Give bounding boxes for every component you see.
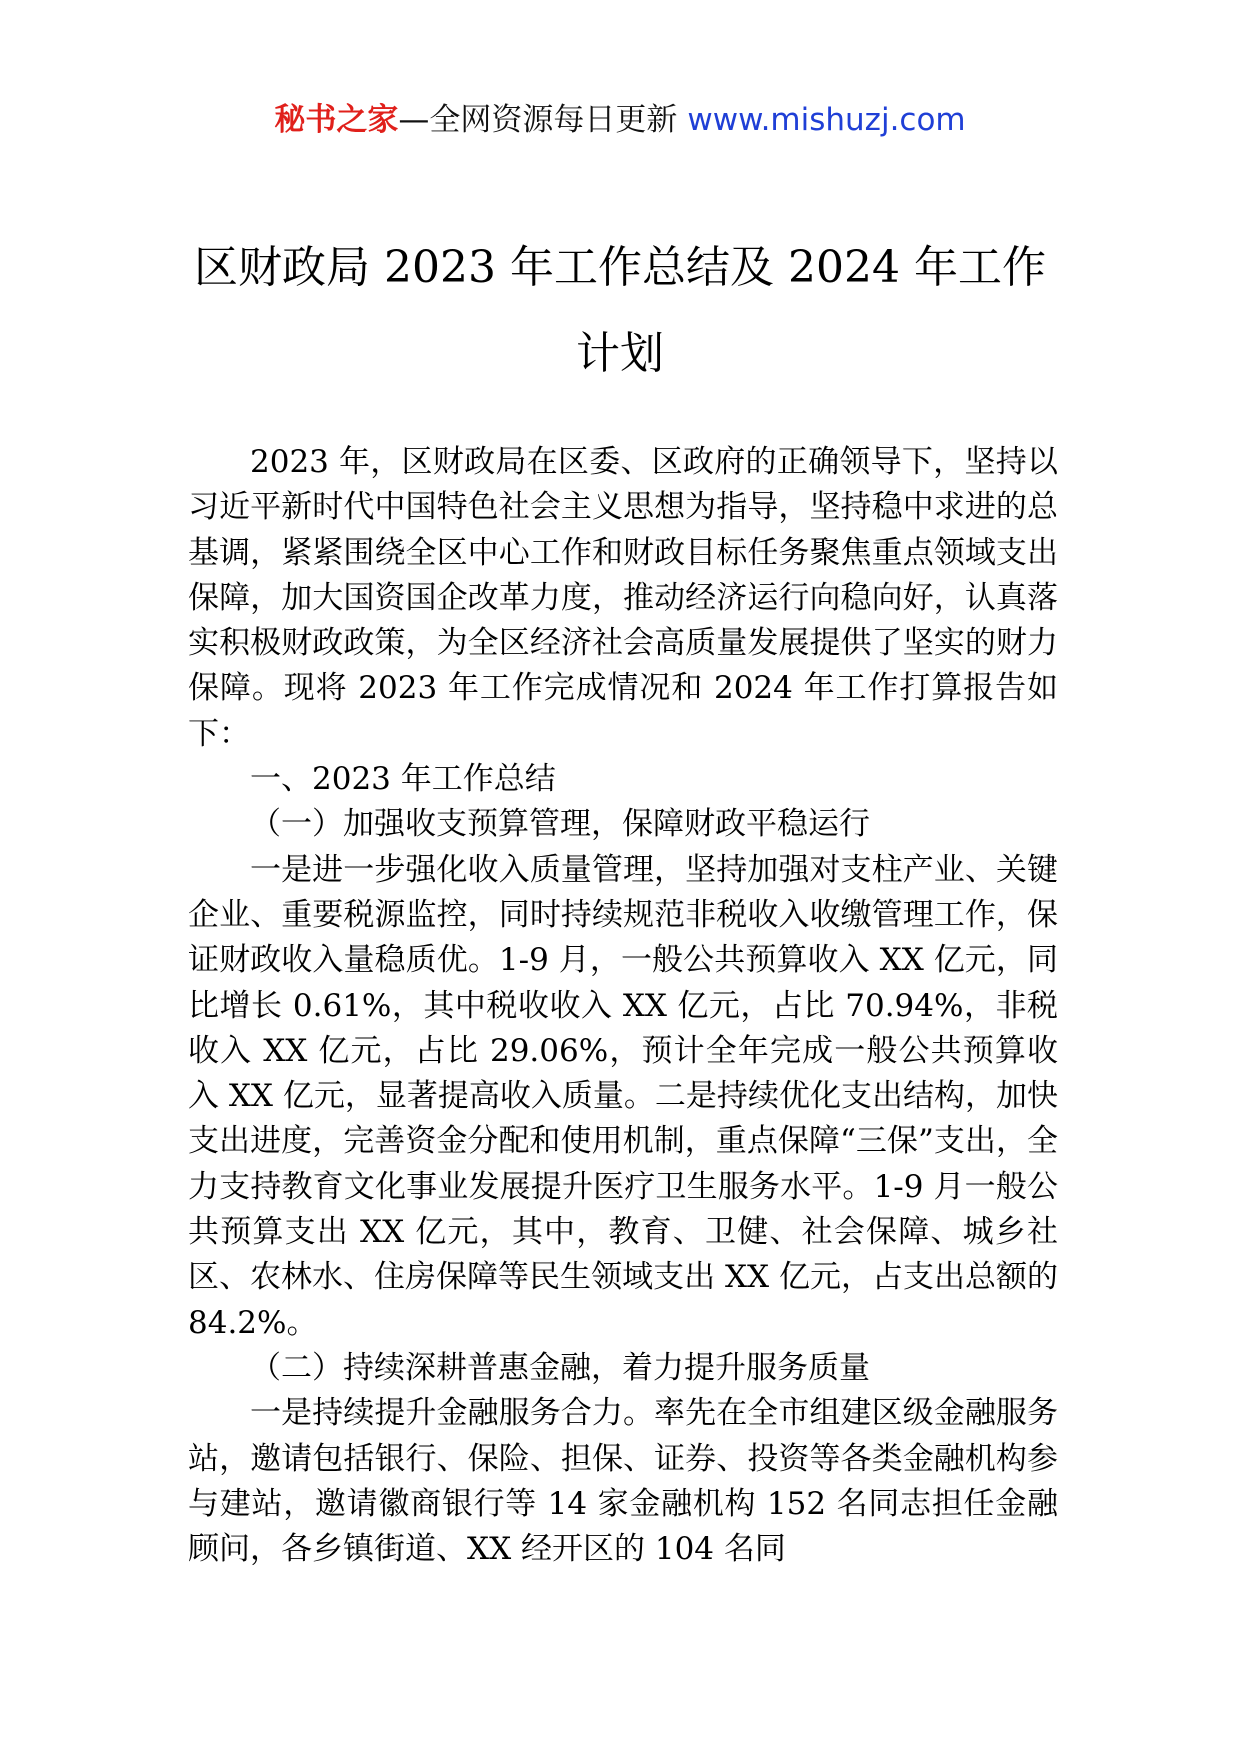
site-banner [0,100,1240,140]
intro-paragraph: 2023 年，区财政局在区委、区政府的正确领导下，坚持以习近平新时代中国特色社会主义思想为指导，坚持稳中求进的总基调，紧紧围绕全区中心工作和财政目标任务聚焦重点领域支出保障，加大国资国企改革力度，推动经济运行向稳向好，认真落实积极财政政策，为全区经济社会高质量发展提供了坚实的财力保障。现将 2023 年工作完成情况和 2024 年工作打算报告如下： [188,444,1058,752]
document-title-line-1: 区财政局 2023 年工作总结及 2024 年工作 [194,242,1046,293]
banner-tagline: —全网资源每日更新 [398,102,678,138]
banner-brand: 秘书之家 [274,102,399,138]
body-paragraph-1: 一是进一步强化收入质量管理，坚持加强对支柱产业、关键企业、重要税源监控，同时持续规范非税收入收缴管理工作，保证财政收入量稳质优。1-9 月，一般公共预算收入 XX 亿元，同比增长 0.61%，其中税收收入 XX 亿元，占比 70.94%，非税收入 XX 亿元，占比 29.06%，预计全年完成一般公共预算收入 XX 亿元，显著提高收入质量。二是持续优化支出结构，加快支出进度，完善资金分配和使用机制，重点保障“三保”支出，全力支持教育文化事业发展提升医疗卫生服务水平。1-9 月一般公共预算支出 XX 亿元，其中，教育、卫健、社会保障、城乡社区、农林水、住房保障等民生领域支出 XX 亿元，占支出总额的 84.2%。 [188,851,1058,1341]
subsection-heading-2: （二）持续深耕普惠金融，着力提升服务质量 [250,1349,870,1386]
section-heading-1: 一、2023 年工作总结 [250,761,556,798]
document-body [188,440,1058,1572]
banner-url-link[interactable]: www.mishuzj.com [687,102,966,138]
subsection-heading-1: （一）加强收支预算管理，保障财政平稳运行 [250,806,870,843]
body-paragraph-2: 一是持续提升金融服务合力。率先在全市组建区级金融服务站，邀请包括银行、保险、担保、证券、投资等各类金融机构参与建站，邀请徽商银行等 14 家金融机构 152 名同志担任金融顾问，各乡镇街道、XX 经开区的 104 名同 [188,1395,1058,1568]
document-title-line-2: 计划 [576,328,664,379]
